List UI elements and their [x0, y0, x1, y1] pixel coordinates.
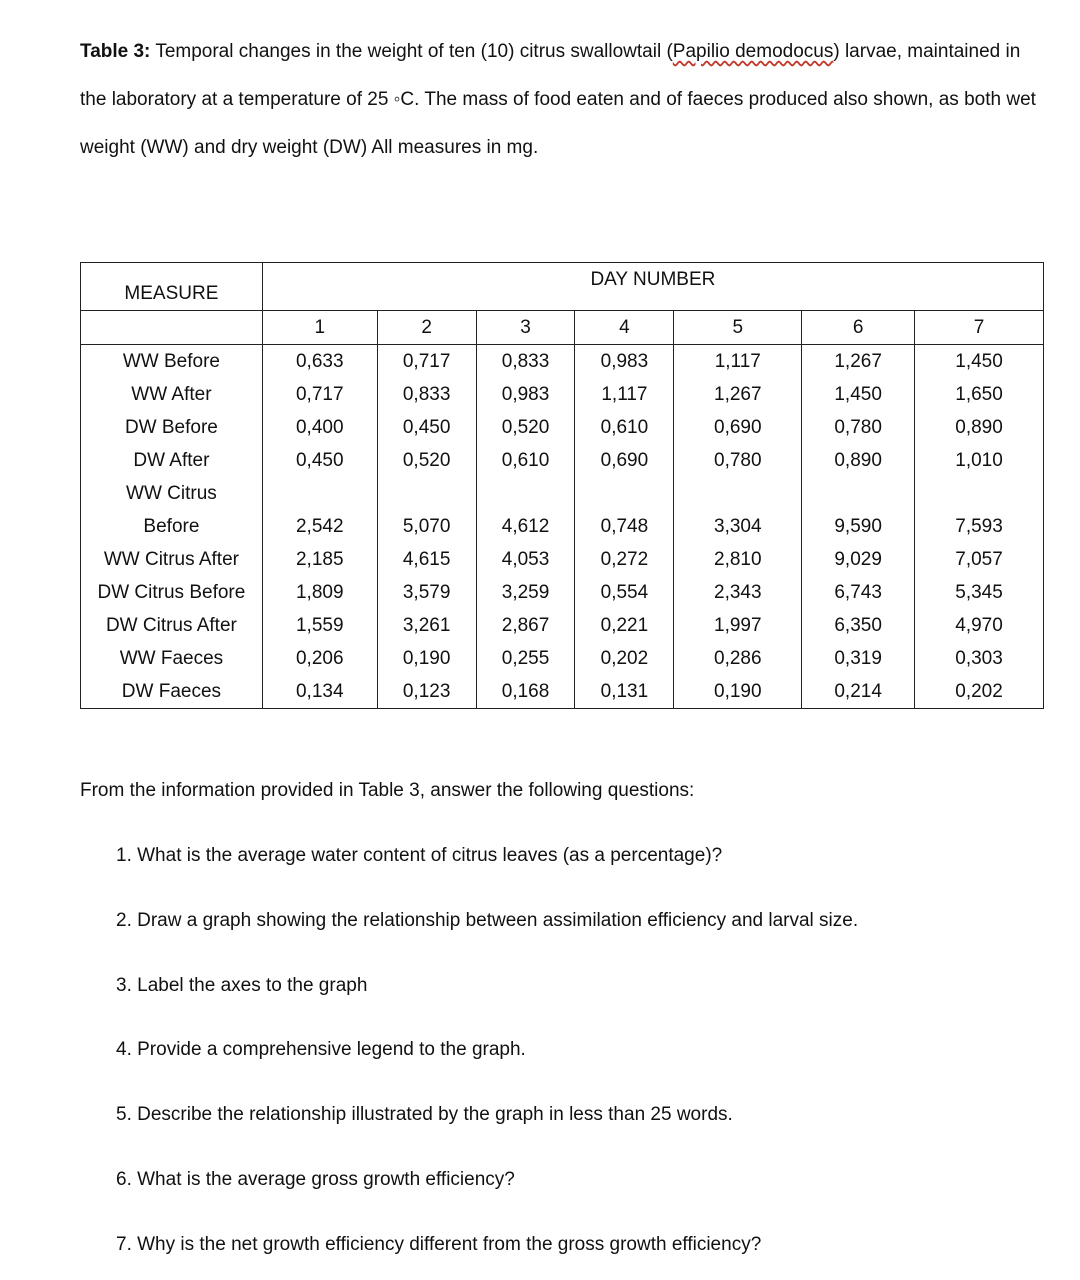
value-cell: 6,350: [802, 609, 915, 642]
day-cell: 1: [262, 311, 377, 345]
questions-prompt: From the information provided in Table 3, answer the following questions:: [80, 780, 695, 801]
question-6: 6. What is the average gross growth efficiency?: [116, 1169, 515, 1190]
value-cell: 1,650: [915, 378, 1044, 411]
value-cell: 9,029: [802, 543, 915, 576]
value-cell: 0,123: [377, 675, 476, 709]
value-cell: 0,520: [377, 444, 476, 477]
value-cell: 7,057: [915, 543, 1044, 576]
value-cell: 1,267: [802, 345, 915, 379]
value-cell: 0,214: [802, 675, 915, 709]
days-row: [81, 311, 1044, 345]
value-cell: 4,615: [377, 543, 476, 576]
value-cell: 2,810: [674, 543, 802, 576]
value-cell: 0,272: [575, 543, 674, 576]
value-cell: 0,206: [262, 642, 377, 675]
value-cell: 1,117: [575, 378, 674, 411]
row-label: DW Before: [81, 411, 263, 444]
value-cell: 0,748: [575, 510, 674, 543]
value-cell: 0,202: [915, 675, 1044, 709]
value-cell: 0,190: [674, 675, 802, 709]
table-row: [81, 576, 1044, 609]
value-cell: 0,520: [476, 411, 575, 444]
day-cell: 3: [476, 311, 575, 345]
question-3: 3. Label the axes to the graph: [116, 975, 368, 996]
value-cell: 0,983: [476, 378, 575, 411]
question-5: 5. Describe the relationship illustrated by the graph in less than 25 words.: [116, 1104, 733, 1125]
value-cell: 1,267: [674, 378, 802, 411]
measure-header: MEASURE: [81, 263, 263, 311]
table-row: [81, 510, 1044, 543]
caption-text-1: Temporal changes in the weight of ten (10) citrus swallowtail (: [150, 41, 673, 62]
value-cell: 3,579: [377, 576, 476, 609]
value-cell: 3,261: [377, 609, 476, 642]
table-row: [81, 477, 1044, 510]
row-label: DW After: [81, 444, 263, 477]
value-cell: 0,610: [476, 444, 575, 477]
value-cell: [674, 477, 802, 510]
row-label: WW Before: [81, 345, 263, 379]
row-label: [81, 477, 263, 510]
value-cell: 1,997: [674, 609, 802, 642]
value-cell: 4,612: [476, 510, 575, 543]
value-cell: 4,970: [915, 609, 1044, 642]
value-cell: 1,117: [674, 345, 802, 379]
question-7: 7. Why is the net growth efficiency different from the gross growth efficiency?: [116, 1234, 762, 1255]
value-cell: 3,259: [476, 576, 575, 609]
value-cell: 0,890: [802, 444, 915, 477]
value-cell: 0,134: [262, 675, 377, 709]
value-cell: 0,833: [377, 378, 476, 411]
value-cell: 0,286: [674, 642, 802, 675]
value-cell: 0,131: [575, 675, 674, 709]
table-row: [81, 378, 1044, 411]
value-cell: 1,450: [915, 345, 1044, 379]
caption-text-2: ) larvae, maintained in the laboratory at a temperature of 25 ◦C. The mass of food eaten and of faeces produced also shown, as both wet weight (WW) and dry weight (DW) All measures in mg.: [80, 41, 1036, 158]
value-cell: 0,190: [377, 642, 476, 675]
day-cell: 5: [674, 311, 802, 345]
data-table: [80, 262, 1044, 709]
row-label: WW After: [81, 378, 263, 411]
days-row-label: [81, 311, 263, 345]
table-caption: [80, 28, 1040, 172]
value-cell: 0,610: [575, 411, 674, 444]
value-cell: 1,559: [262, 609, 377, 642]
day-number-header: DAY NUMBER: [262, 263, 1043, 311]
table-row: [81, 543, 1044, 576]
day-cell: 4: [575, 311, 674, 345]
row-label: DW Faeces: [81, 675, 263, 709]
value-cell: 0,633: [262, 345, 377, 379]
value-cell: [802, 477, 915, 510]
value-cell: 0,983: [575, 345, 674, 379]
table-row: [81, 411, 1044, 444]
value-cell: 0,202: [575, 642, 674, 675]
table-row: [81, 642, 1044, 675]
row-label: DW Citrus After: [81, 609, 263, 642]
row-label-line-2: Before: [81, 510, 263, 543]
value-cell: 0,554: [575, 576, 674, 609]
header-row: [81, 263, 1044, 311]
value-cell: 0,303: [915, 642, 1044, 675]
row-label: DW Citrus Before: [81, 576, 263, 609]
value-cell: 0,833: [476, 345, 575, 379]
value-cell: 6,743: [802, 576, 915, 609]
day-cell: 6: [802, 311, 915, 345]
value-cell: 4,053: [476, 543, 575, 576]
value-cell: 5,070: [377, 510, 476, 543]
row-label-line-1: WW Citrus: [126, 482, 217, 504]
value-cell: [476, 477, 575, 510]
caption-label: Table 3:: [80, 41, 151, 62]
row-label: WW Faeces: [81, 642, 263, 675]
caption-species: Papilio demodocus: [672, 41, 834, 62]
value-cell: 1,010: [915, 444, 1044, 477]
value-cell: 7,593: [915, 510, 1044, 543]
value-cell: 0,780: [674, 444, 802, 477]
value-cell: 0,168: [476, 675, 575, 709]
value-cell: [575, 477, 674, 510]
value-cell: 5,345: [915, 576, 1044, 609]
value-cell: [377, 477, 476, 510]
value-cell: 0,400: [262, 411, 377, 444]
value-cell: 0,221: [575, 609, 674, 642]
question-1: 1. What is the average water content of citrus leaves (as a percentage)?: [116, 845, 723, 866]
value-cell: 0,450: [377, 411, 476, 444]
value-cell: [915, 477, 1044, 510]
value-cell: 0,319: [802, 642, 915, 675]
value-cell: 0,890: [915, 411, 1044, 444]
value-cell: 2,185: [262, 543, 377, 576]
row-label: WW Citrus After: [81, 543, 263, 576]
value-cell: [262, 477, 377, 510]
table-row: [81, 609, 1044, 642]
table-row: [81, 345, 1044, 379]
value-cell: 0,717: [262, 378, 377, 411]
value-cell: 2,542: [262, 510, 377, 543]
value-cell: 0,450: [262, 444, 377, 477]
value-cell: 0,690: [674, 411, 802, 444]
value-cell: 0,780: [802, 411, 915, 444]
day-cell: 2: [377, 311, 476, 345]
value-cell: 3,304: [674, 510, 802, 543]
value-cell: 1,450: [802, 378, 915, 411]
day-cell: 7: [915, 311, 1044, 345]
value-cell: 0,255: [476, 642, 575, 675]
value-cell: 9,590: [802, 510, 915, 543]
value-cell: 0,690: [575, 444, 674, 477]
question-2: 2. Draw a graph showing the relationship between assimilation efficiency and larval size.: [116, 910, 859, 931]
table-row: [81, 675, 1044, 709]
question-4: 4. Provide a comprehensive legend to the graph.: [116, 1039, 526, 1060]
value-cell: 1,809: [262, 576, 377, 609]
value-cell: 2,867: [476, 609, 575, 642]
value-cell: 2,343: [674, 576, 802, 609]
value-cell: 0,717: [377, 345, 476, 379]
table-row: [81, 444, 1044, 477]
